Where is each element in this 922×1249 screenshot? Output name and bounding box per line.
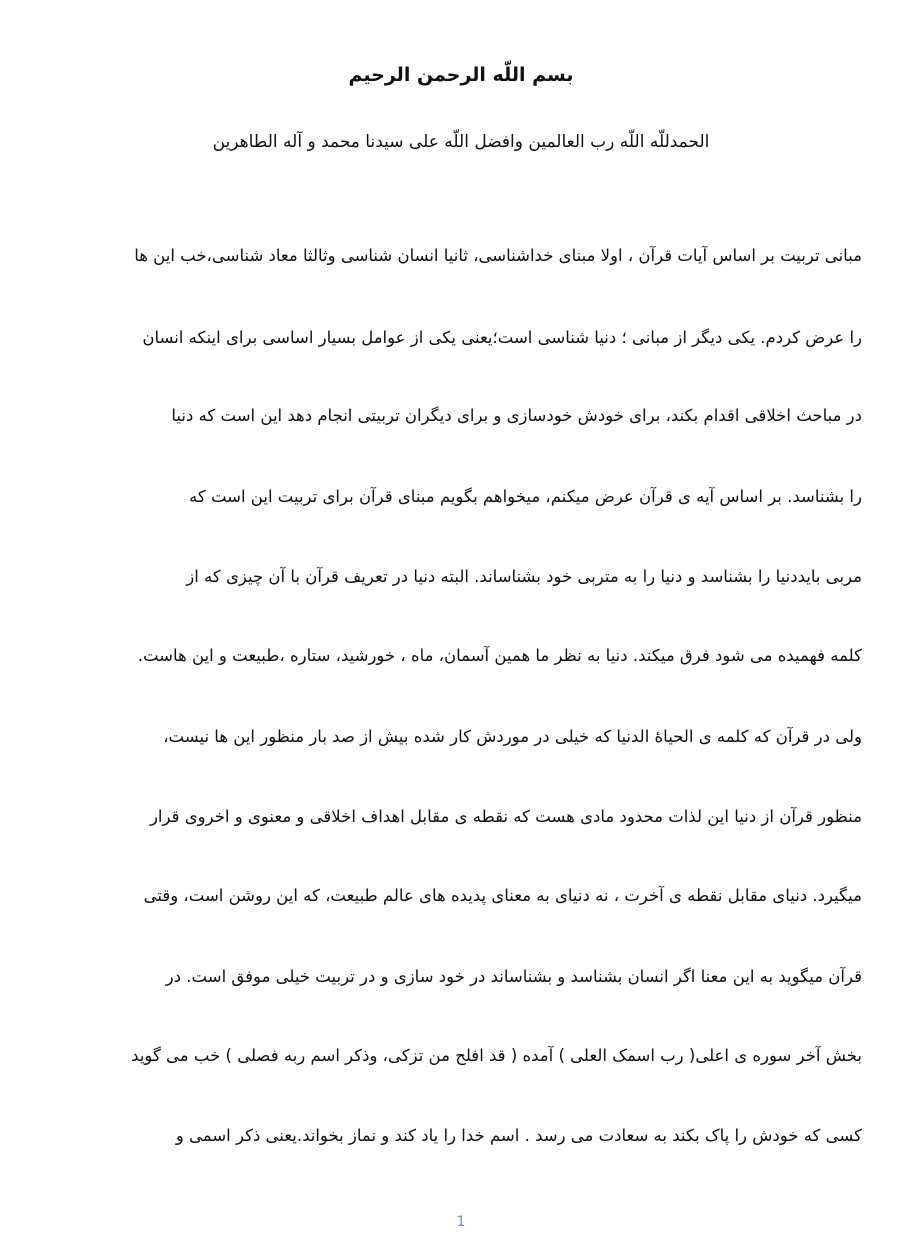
page-number: 1	[456, 1214, 466, 1230]
paragraph-line: کلمه فهمیده می شود فرق میکند. دنیا به نظر ما همین آسمان، ماه ، خورشید، ستاره ،طبیعت و این هاست.	[137, 646, 862, 665]
paragraph-line: کسی که خودش را پاک بکند به سعادت می رسد . اسم خدا را یاد کند و نماز بخواند.یعنی ذکر اسمی و	[175, 1126, 862, 1145]
paragraph-line: قرآن میگوید به این معنا اگر انسان بشناسد و بشناساند در خود سازی و در تربیت خیلی موفق است. در	[165, 967, 862, 986]
hamd-subheading: الحمدللّه اللّه رب العالمین وافضل اللّه علی سیدنا محمد و آله الطاهرین	[212, 132, 710, 152]
paragraph-line: ولی در قرآن که کلمه ی الحیاۀ الدنیا که خیلی در موردش کار شده بیش از صد بار منظور این ها نیست،	[163, 727, 862, 746]
paragraph-line: منظور قرآن از دنیا این لذات محدود مادی هست که نقطه ی مقابل اهداف اخلاقی و معنوی و اخروی قرار	[149, 807, 862, 826]
basmala-heading: بسم اللّه الرحمن الرحیم	[348, 64, 574, 86]
paragraph-line: میگیرد. دنیای مقابل نقطه ی آخرت ، نه دنیای به معنای پدیده های عالم طبیعت، که این روشن است، وقتی	[143, 886, 862, 905]
paragraph-line: مربی بایددنیا را بشناسد و دنیا را به متربی خود بشناساند. البته دنیا در تعریف قرآن با آن چیزی که از	[186, 567, 862, 586]
paragraph-line: مبانی تربیت بر اساس آیات قرآن ، اولا مبنای خداشناسی، ثانیا انسان شناسی وثالثا معاد شناسی،خب این ها	[134, 246, 862, 265]
paragraph-line: را بشناسد. بر اساس آیه ی قرآن عرض میکنم، میخواهم بگویم مبنای قرآن برای تربیت این است که	[189, 487, 862, 506]
paragraph-line: را عرض کردم. یکی دیگر از مبانی ؛ دنیا شناسی است؛یعنی یکی از عوامل بسیار اساسی برای اینکه انسان	[142, 328, 862, 347]
paragraph-line: در مباحث اخلاقی اقدام بکند، برای خودش خودسازی و برای دیگران تربیتی انجام دهد این است که دنیا	[171, 406, 862, 425]
paragraph-line: بخش آخر سوره ی اعلی( رب اسمک العلی ) آمده ( قد افلح من تزکی، وذکر اسم ربه فصلی ) خب می گوید	[131, 1046, 862, 1065]
